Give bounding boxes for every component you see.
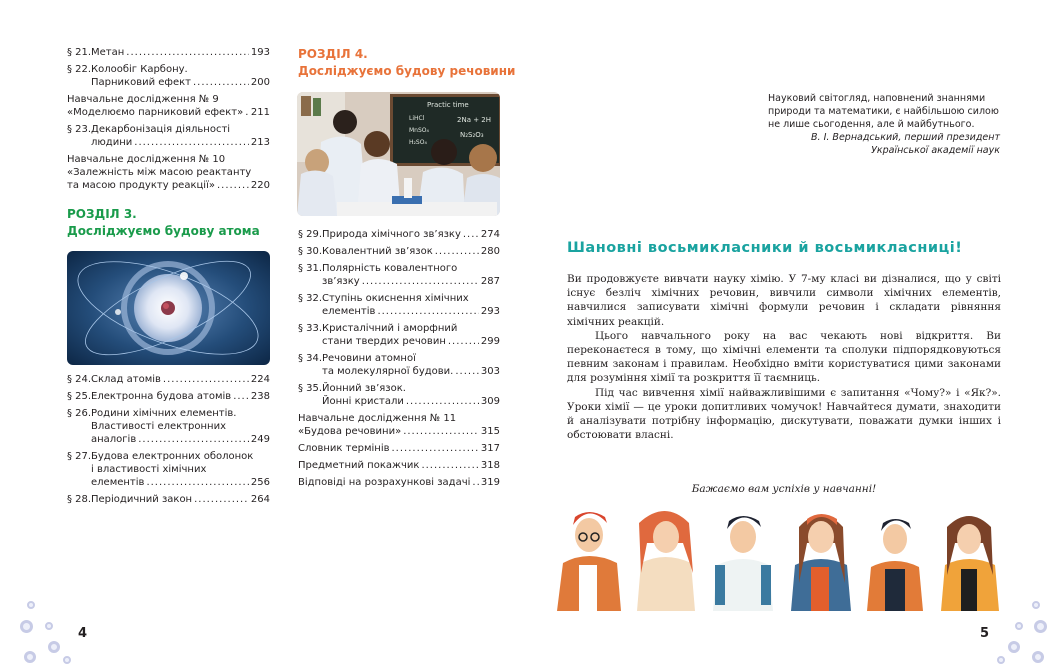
toc-entry[interactable] bbox=[67, 63, 270, 89]
toc-line bbox=[67, 63, 270, 76]
section-4-title: Досліджуємо будову речовини bbox=[298, 64, 516, 78]
toc-line bbox=[67, 476, 270, 489]
toc-title: Йонний зв’язок. bbox=[322, 383, 406, 394]
toc-line bbox=[298, 412, 500, 425]
toc-column-1 bbox=[67, 46, 270, 196]
toc-page-number: 299 bbox=[480, 336, 500, 347]
toc-line bbox=[67, 390, 270, 403]
toc-line bbox=[298, 245, 500, 258]
toc-line bbox=[298, 305, 500, 318]
epigraph-author: В. І. Вернадський, перший президент bbox=[811, 132, 1000, 143]
toc-line bbox=[298, 425, 500, 438]
toc-title: Природа хімічного зв’язку bbox=[322, 229, 461, 240]
epigraph-author-title: Української академії наук bbox=[871, 145, 1000, 156]
toc-page-number: 256 bbox=[250, 477, 270, 488]
toc-section-number: § 30. bbox=[298, 246, 323, 257]
toc-line bbox=[67, 123, 270, 136]
toc-page-number: 303 bbox=[480, 366, 500, 377]
toc-line bbox=[298, 459, 500, 472]
toc-title: Періодичний закон bbox=[91, 494, 193, 505]
toc-entry[interactable] bbox=[67, 153, 270, 192]
toc-line bbox=[298, 292, 500, 305]
toc-title: елементів bbox=[91, 477, 145, 488]
toc-page-number: 249 bbox=[250, 434, 270, 445]
toc-leader-dots bbox=[455, 365, 479, 378]
student-figure bbox=[941, 516, 999, 611]
toc-title: Електронна будова атомів bbox=[91, 391, 232, 402]
epigraph-text: Науковий світогляд, наповнений знаннями природи та математики, є найбільшою силою не лише сьогодення, але й майбутнього. bbox=[768, 93, 999, 130]
toc-section-number: § 27. bbox=[67, 451, 92, 462]
toc-title: Навчальне дослідження № 9 bbox=[67, 94, 219, 105]
toc-title: Відповіді на розрахункові задачі bbox=[298, 477, 471, 488]
toc-title: Йонні кристали bbox=[322, 396, 404, 407]
toc-entry[interactable] bbox=[67, 407, 270, 446]
page-number-right: 5 bbox=[980, 626, 990, 641]
classroom-photo bbox=[297, 92, 500, 216]
toc-line bbox=[298, 476, 500, 489]
toc-line bbox=[67, 420, 270, 433]
paragraph: Ви продовжуєте вивчати науку хімію. У 7-му класі ви дізналися, що у світі існує безліч хімічних речовин, вивчили символи хімічних елементів, навчилися записувати хімічні формули речовин і складати рівняння хімічних реакцій. bbox=[567, 273, 1001, 328]
paragraph: Під час вивчення хімії найважливішими є запитання «Чому?» і «Як?». Уроки хімії — це уроки допитливих чомучок! Навчайтеся думати, знаходити й аналізувати потрібну інформацію, дискутувати, поважати думки інших і обстоювати власні. bbox=[567, 386, 1001, 442]
toc-leader-dots bbox=[421, 459, 478, 472]
toc-section-number: § 31. bbox=[298, 263, 323, 274]
toc-line bbox=[67, 450, 270, 463]
toc-section-number: § 21. bbox=[67, 47, 92, 58]
toc-entry[interactable] bbox=[298, 245, 500, 258]
toc-title: Навчальне дослідження № 10 bbox=[67, 154, 226, 165]
toc-line bbox=[298, 395, 500, 408]
toc-entry[interactable] bbox=[298, 382, 500, 408]
toc-section-number: § 25. bbox=[67, 391, 92, 402]
toc-page-number: 309 bbox=[480, 396, 500, 407]
toc-section-number: § 23. bbox=[67, 124, 92, 135]
toc-title: «Моделюємо парниковий ефект» bbox=[67, 107, 244, 118]
toc-page-number: 287 bbox=[480, 276, 500, 287]
toc-title: Будова електронних оболонок bbox=[91, 451, 254, 462]
toc-entry[interactable] bbox=[67, 46, 270, 59]
toc-section-number: § 33. bbox=[298, 323, 323, 334]
student-figure bbox=[791, 514, 851, 611]
toc-line bbox=[298, 335, 500, 348]
toc-section-number: § 29. bbox=[298, 229, 323, 240]
toc-entry[interactable] bbox=[298, 352, 500, 378]
toc-title: Властивості електронних bbox=[91, 421, 227, 432]
toc-section-number: § 32. bbox=[298, 293, 323, 304]
chalkboard-text: 2Na + 2H bbox=[457, 116, 492, 124]
toc-line bbox=[298, 365, 500, 378]
toc-section-number: § 22. bbox=[67, 64, 92, 75]
toc-entry[interactable] bbox=[298, 228, 500, 241]
toc-title: Полярність ковалентного bbox=[322, 263, 458, 274]
toc-page-number: 317 bbox=[480, 443, 500, 454]
toc-entry[interactable] bbox=[67, 93, 270, 119]
toc-title: Декарбонізація діяльності bbox=[91, 124, 231, 135]
chalkboard-text: Practic time bbox=[427, 101, 469, 109]
toc-page-number: 315 bbox=[480, 426, 500, 437]
toc-title: зв’язку bbox=[322, 276, 360, 287]
toc-page-number: 220 bbox=[250, 180, 270, 191]
toc-line bbox=[67, 46, 270, 59]
section-3-title: Досліджуємо будову атома bbox=[67, 224, 260, 238]
toc-section-number: § 24. bbox=[67, 374, 92, 385]
toc-entry[interactable] bbox=[67, 373, 270, 386]
toc-entry[interactable] bbox=[298, 322, 500, 348]
chalkboard-text: H₂SO₄ bbox=[409, 139, 427, 146]
section-4-heading bbox=[298, 46, 515, 80]
toc-entry[interactable] bbox=[67, 493, 270, 506]
toc-leader-dots bbox=[217, 179, 249, 192]
toc-title: та молекулярної будови. bbox=[322, 366, 454, 377]
toc-leader-dots bbox=[245, 106, 249, 119]
toc-leader-dots bbox=[233, 390, 249, 403]
toc-entry[interactable] bbox=[298, 459, 500, 472]
toc-title: елементів bbox=[322, 306, 376, 317]
toc-title: Ковалентний зв’язок bbox=[322, 246, 433, 257]
toc-line bbox=[67, 166, 270, 179]
toc-leader-dots bbox=[138, 433, 249, 446]
students-illustration bbox=[555, 503, 1015, 611]
toc-leader-dots bbox=[377, 305, 478, 318]
toc-leader-dots bbox=[448, 335, 479, 348]
toc-leader-dots bbox=[463, 228, 479, 241]
toc-page-number: 264 bbox=[250, 494, 270, 505]
toc-title: Предметний покажчик bbox=[298, 460, 420, 471]
toc-entry[interactable] bbox=[298, 262, 500, 288]
toc-title: «Залежність між масою реактанту bbox=[67, 167, 252, 178]
page-number-left: 4 bbox=[78, 626, 88, 641]
toc-title: Метан bbox=[91, 47, 125, 58]
toc-page-number: 318 bbox=[480, 460, 500, 471]
toc-page-number: 319 bbox=[480, 477, 500, 488]
toc-leader-dots bbox=[134, 136, 249, 149]
toc-section-number: § 34. bbox=[298, 353, 323, 364]
epigraph bbox=[768, 92, 1000, 157]
toc-line bbox=[298, 322, 500, 335]
toc-page-number: 293 bbox=[480, 306, 500, 317]
toc-leader-dots bbox=[472, 476, 478, 489]
toc-section-number: § 28. bbox=[67, 494, 92, 505]
toc-title: Ступінь окиснення хімічних bbox=[322, 293, 469, 304]
section-3-heading bbox=[67, 206, 260, 240]
toc-line bbox=[67, 493, 270, 506]
chalkboard-text: LiHCl bbox=[409, 115, 425, 122]
toc-column-2 bbox=[298, 228, 500, 493]
toc-leader-dots bbox=[163, 373, 249, 386]
toc-line bbox=[67, 179, 270, 192]
toc-page-number: 274 bbox=[480, 229, 500, 240]
toc-line bbox=[298, 352, 500, 365]
toc-title: аналогів bbox=[91, 434, 137, 445]
toc-leader-dots bbox=[194, 493, 249, 506]
toc-title: людини bbox=[91, 137, 133, 148]
toc-line bbox=[67, 76, 270, 89]
toc-line bbox=[67, 106, 270, 119]
toc-line bbox=[298, 382, 500, 395]
toc-page-number: 238 bbox=[250, 391, 270, 402]
toc-page-number: 211 bbox=[250, 107, 270, 118]
toc-column-1b bbox=[67, 373, 270, 510]
toc-leader-dots bbox=[146, 476, 248, 489]
toc-leader-dots bbox=[403, 425, 479, 438]
toc-title: Кристалічний і аморфний bbox=[322, 323, 458, 334]
toc-line bbox=[298, 275, 500, 288]
student-figure bbox=[637, 511, 695, 611]
toc-entry[interactable] bbox=[67, 450, 270, 489]
toc-line bbox=[298, 262, 500, 275]
wish-text: Бажаємо вам успіхів у навчанні! bbox=[691, 483, 877, 495]
toc-line bbox=[67, 433, 270, 446]
toc-line bbox=[298, 228, 500, 241]
toc-page-number: 224 bbox=[250, 374, 270, 385]
toc-entry[interactable] bbox=[67, 390, 270, 403]
toc-page-number: 193 bbox=[250, 47, 270, 58]
chalkboard-text: MnSO₄ bbox=[409, 127, 429, 134]
student-figure bbox=[713, 516, 773, 611]
toc-leader-dots bbox=[435, 245, 479, 258]
toc-leader-dots bbox=[362, 275, 479, 288]
toc-title: стани твердих речовин bbox=[322, 336, 446, 347]
atom-illustration bbox=[67, 251, 270, 365]
student-figure bbox=[867, 519, 923, 611]
toc-leader-dots bbox=[392, 442, 479, 455]
toc-entry[interactable] bbox=[298, 412, 500, 438]
toc-leader-dots bbox=[406, 395, 479, 408]
greeting-body bbox=[567, 272, 1001, 442]
toc-title: Колообіг Карбону. bbox=[91, 64, 188, 75]
toc-title: Речовини атомної bbox=[322, 353, 416, 364]
section-3-label: РОЗДІЛ 3. bbox=[67, 207, 137, 221]
toc-title: Родини хімічних елементів. bbox=[91, 408, 237, 419]
toc-section-number: § 26. bbox=[67, 408, 92, 419]
student-figure bbox=[557, 512, 621, 611]
toc-section-number: § 35. bbox=[298, 383, 323, 394]
toc-page-number: 280 bbox=[480, 246, 500, 257]
toc-title: «Будова речовини» bbox=[298, 426, 402, 437]
section-4-label: РОЗДІЛ 4. bbox=[298, 47, 368, 61]
toc-line bbox=[298, 442, 500, 455]
chalkboard-text: N₂S₂O₃ bbox=[460, 131, 484, 139]
toc-title: Парниковий ефект bbox=[91, 77, 191, 88]
toc-title: Словник термінів bbox=[298, 443, 390, 454]
greeting-title: Шановні восьмикласники й восьмикласниці! bbox=[567, 240, 963, 256]
toc-line bbox=[67, 153, 270, 166]
toc-title: і властивості хімічних bbox=[91, 464, 207, 475]
toc-line bbox=[67, 93, 270, 106]
toc-line bbox=[67, 463, 270, 476]
toc-title: Склад атомів bbox=[91, 374, 161, 385]
toc-line bbox=[67, 136, 270, 149]
toc-entry[interactable] bbox=[298, 292, 500, 318]
toc-entry[interactable] bbox=[298, 476, 500, 489]
toc-leader-dots bbox=[126, 46, 249, 59]
toc-entry[interactable] bbox=[67, 123, 270, 149]
toc-page-number: 213 bbox=[250, 137, 270, 148]
toc-line bbox=[67, 373, 270, 386]
paragraph: Цього навчального року на вас чекають нові відкриття. Ви переконаєтеся в тому, що хімічні елементи та сполуки підпорядковуються певним законам і правилам. Необхідно вміти користуватися цими законами для розуміння хімії та розкриття її таємниць. bbox=[567, 329, 1001, 385]
toc-page-number: 200 bbox=[250, 77, 270, 88]
toc-title: Навчальне дослідження № 11 bbox=[298, 413, 457, 424]
toc-title: та масою продукту реакції» bbox=[67, 180, 215, 191]
toc-leader-dots bbox=[193, 76, 249, 89]
toc-line bbox=[67, 407, 270, 420]
toc-entry[interactable] bbox=[298, 442, 500, 455]
